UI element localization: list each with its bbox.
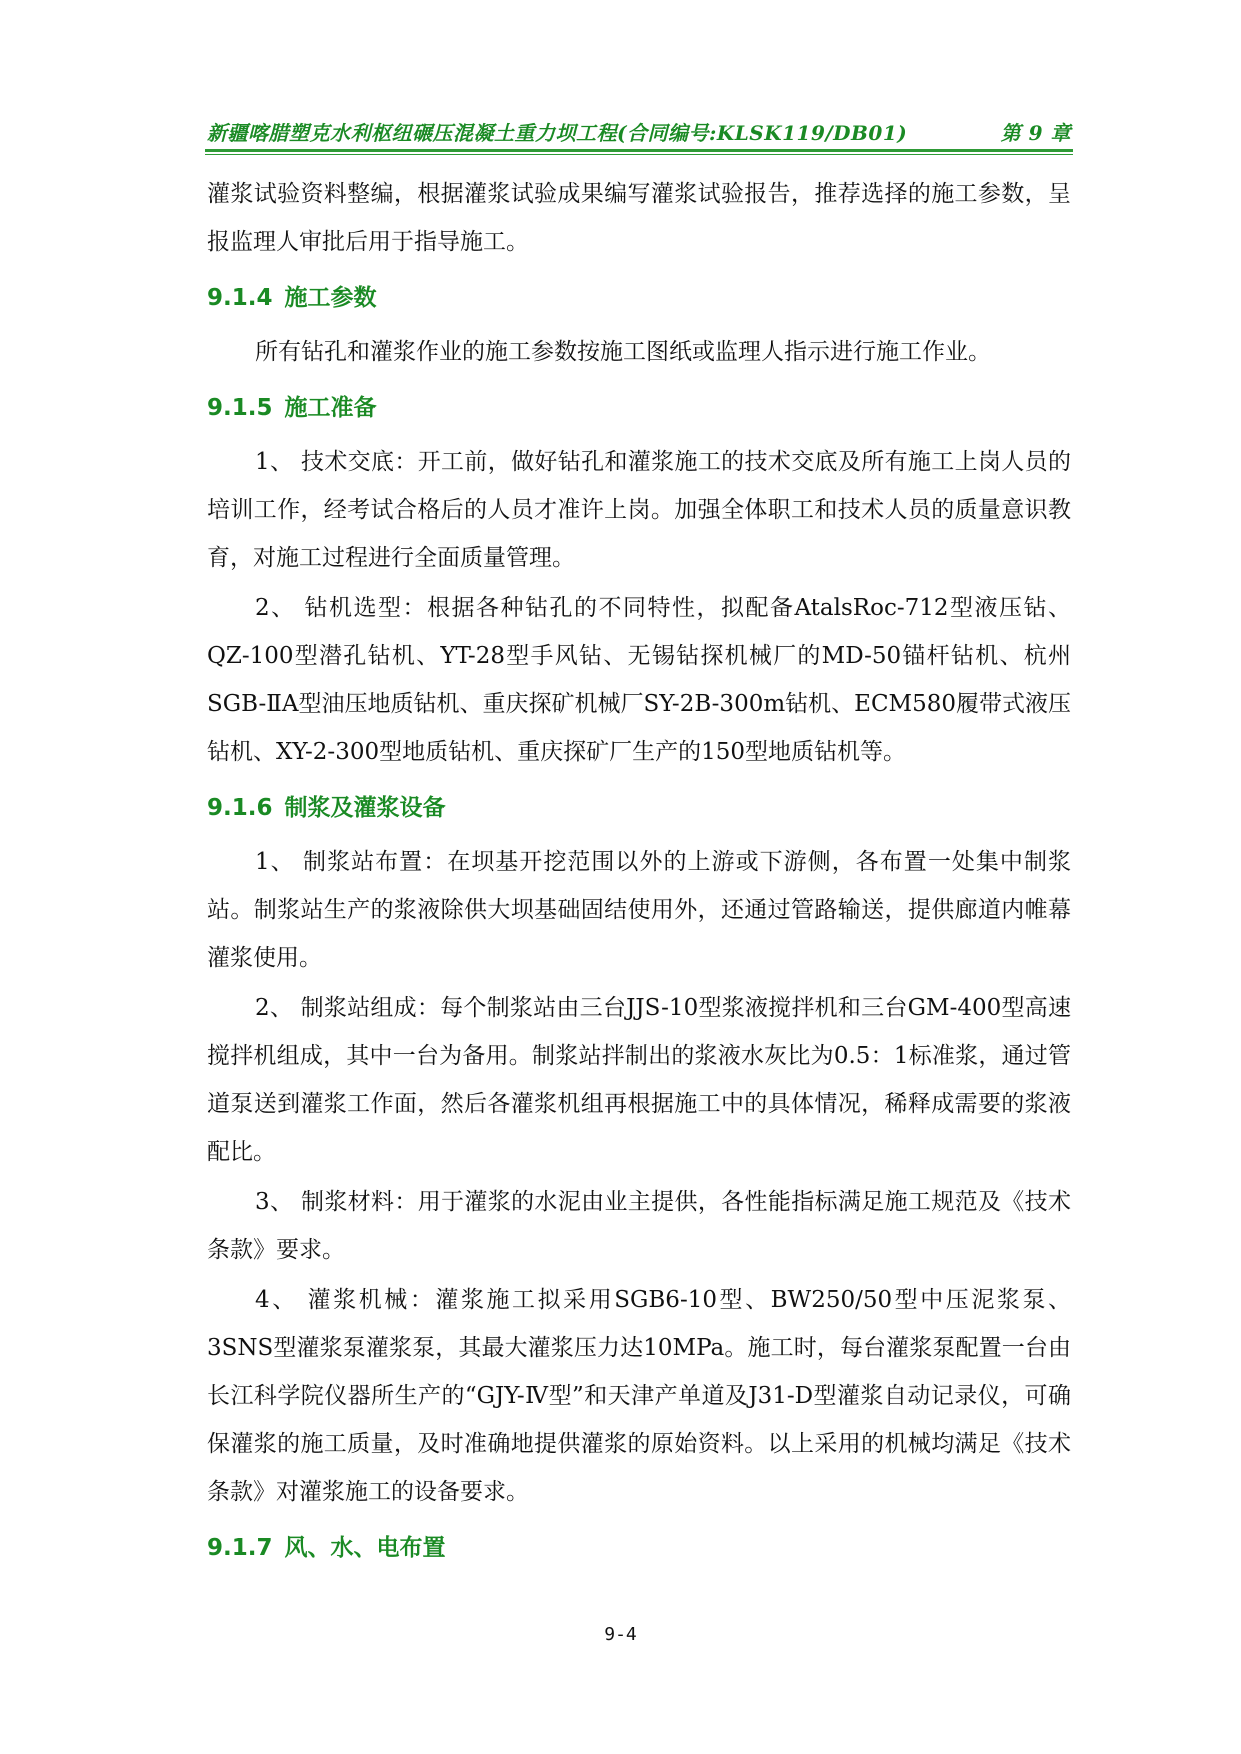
page-number: 9-4 [604, 1624, 637, 1645]
paragraph-drill-selection: 2、 钻机选型：根据各种钻孔的不同特性，拟配备AtalsRoc-712型液压钻、QZ-100型潜孔钻机、YT-28型手风钻、无锡钻探机械厂的MD-50锚杆钻机、杭州SGB-ⅡA型油压地质钻机、重庆探矿机械厂SY-2B-300m钻机、ECM580履带式液压钻机、XY-2-300型地质钻机、重庆探矿厂生产的150型地质钻机等。 [207, 595, 1071, 765]
paragraph-grouting-machinery: 4、 灌浆机械：灌浆施工拟采用SGB6-10型、BW250/50型中压泥浆泵、3SNS型灌浆泵灌浆泵，其最大灌浆压力达10MPa。施工时，每台灌浆泵配置一台由长江科学院仪器所生产的“GJY-Ⅳ型”和天津产单道及J31-D型灌浆自动记录仪，可确保灌浆的施工质量，及时准确地提供灌浆的原始资料。以上采用的机械均满足《技术条款》对灌浆施工的设备要求。 [207, 1287, 1071, 1505]
header-chapter: 第 9 章 [1000, 121, 1071, 145]
paragraph-construction-parameters: 所有钻孔和灌浆作业的施工参数按施工图纸或监理人指示进行施工作业。 [255, 339, 991, 365]
page-header [207, 112, 1071, 146]
section-number: 9.1.6 [207, 795, 273, 821]
section-heading-9-1-5 [207, 382, 1071, 434]
section-heading-9-1-4 [207, 272, 1071, 324]
section-number: 9.1.4 [207, 285, 273, 311]
section-title: 施工参数 [284, 285, 377, 311]
paragraph-technical-briefing: 1、 技术交底：开工前，做好钻孔和灌浆施工的技术交底及所有施工上岗人员的培训工作，经考试合格后的人员才准许上岗。加强全体职工和技术人员的质量意识教育，对施工过程进行全面质量管理。 [207, 449, 1071, 571]
paragraph-mixing-station-composition: 2、 制浆站组成：每个制浆站由三台JJS-10型浆液搅拌机和三台GM-400型高速搅拌机组成，其中一台为备用。制浆站拌制出的浆液水灰比为0.5：1标准浆，通过管道泵送到灌浆工作面，然后各灌浆机组再根据施工中的具体情况，稀释成需要的浆液配比。 [207, 995, 1071, 1165]
paragraph-mixing-materials: 3、 制浆材料：用于灌浆的水泥由业主提供，各性能指标满足施工规范及《技术条款》要求。 [207, 1189, 1071, 1263]
header-title: 新疆喀腊塑克水利枢纽碾压混凝土重力坝工程(合同编号:KLSK119/DB01) [207, 121, 908, 145]
section-number: 9.1.7 [207, 1535, 273, 1561]
page-body [207, 170, 1071, 1578]
header-rule [205, 149, 1073, 152]
paragraph-grouting-report: 灌浆试验资料整编，根据灌浆试验成果编写灌浆试验报告，推荐选择的施工参数，呈报监理人审批后用于指导施工。 [207, 181, 1071, 255]
section-title: 制浆及灌浆设备 [284, 795, 446, 821]
section-title: 风、水、电布置 [284, 1535, 446, 1561]
section-title: 施工准备 [284, 395, 377, 421]
paragraph-mixing-station-layout: 1、 制浆站布置：在坝基开挖范围以外的上游或下游侧，各布置一处集中制浆站。制浆站生产的浆液除供大坝基础固结使用外，还通过管路输送，提供廊道内帷幕灌浆使用。 [207, 849, 1071, 971]
section-heading-9-1-6 [207, 782, 1071, 834]
section-heading-9-1-7 [207, 1522, 1071, 1574]
section-number: 9.1.5 [207, 395, 273, 421]
header-rule-secondary [205, 154, 1073, 155]
